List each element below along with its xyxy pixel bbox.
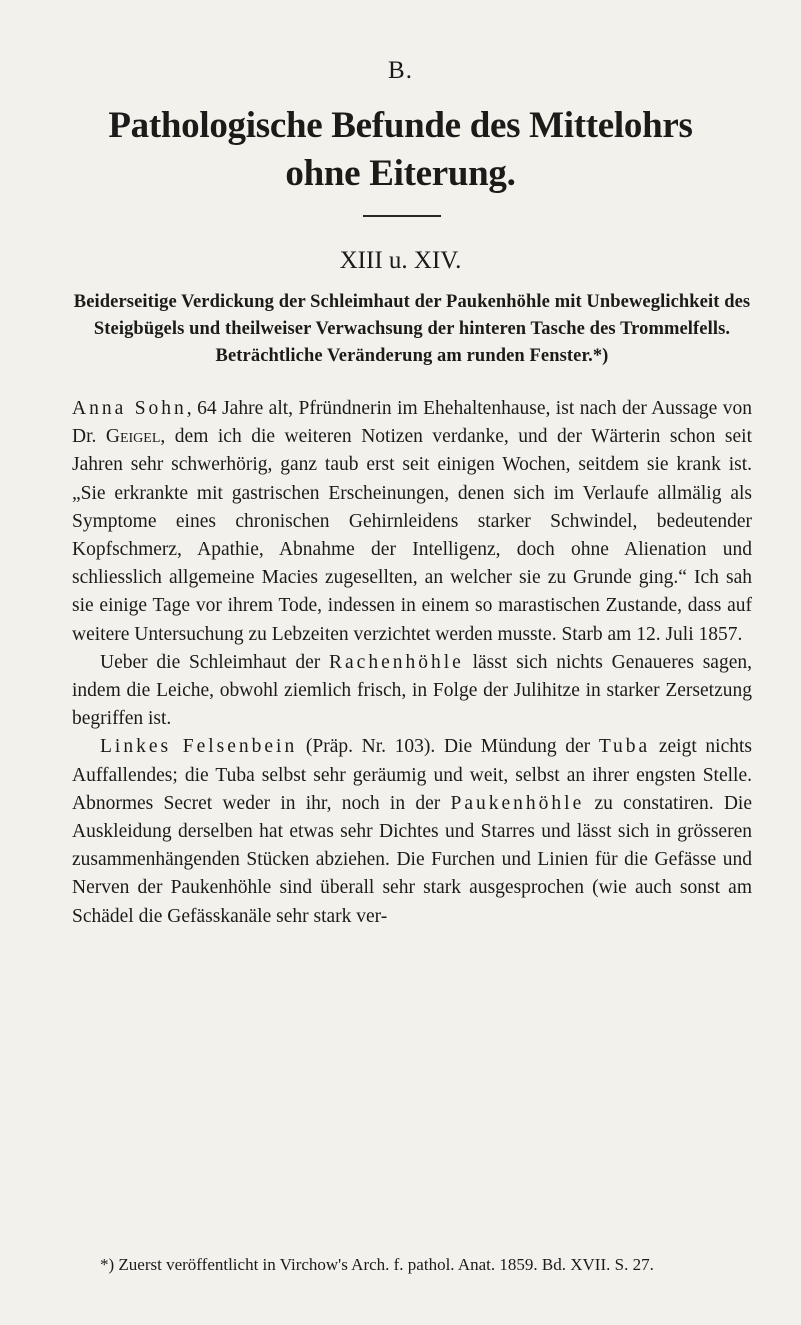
title-line-1: Pathologische Befunde des Mittelohrs [108,105,693,146]
term-rachenhoehle: Rachenhöhle [329,651,464,673]
paragraph-text: zu constatiren. Die Auskleidung derselben hat etwas sehr Dichtes und Starres und lässt sich in grösseren zusammenhängenden Stücken abziehen. Die Furchen und Linien für die Gefässe und Nerven der Paukenhöhle sind überall sehr stark ausgesprochen (wie auch sonst am Schädel die Gefässkanäle sehr stark ver- [72,792,752,927]
title-line-2: ohne Eiterung. [285,153,516,194]
term-paukenhoehle: Paukenhöhle [450,792,585,814]
paragraph-text: zeigt nichts Auffallendes; die Tuba selbst sehr geräumig und weit, selbst an ihrer engsten Stelle. Abnormes Secret weder in ihr, noch in der [72,736,752,814]
page-title [0,102,801,198]
paragraph-felsenbein [72,733,752,930]
paragraph-text: , 64 Jahre alt, Pfründnerin im Ehehaltenhause, ist nach der Aussage von Dr. [72,398,752,448]
term-linkes-felsenbein: Linkes Felsenbein [100,736,298,758]
case-heading: Beiderseitige Verdickung der Schleimhaut der Paukenhöhle mit Unbeweglichkeit des Steigbügels und theilweiser Verwachsung der hinteren Tasche des Trommelfells. Beträchtliche Veränderung am runden Fenster.*) [73,292,751,366]
patient-name: Anna Sohn [72,398,187,419]
paragraph-text: , dem ich die weiteren Notizen verdanke, und der Wärterin schon seit Jahren sehr schwerhörig, ganz taub erst seit einigen Wochen, seitdem sie krank ist. „Sie erkrankte mit gastrischen Erscheinungen, denen sich im Verlaufe allmälig als Symptome eines chronischen Gehirnleidens starker Schwindel, bedeutender Kopfschmerz, Apathie, Abnahme der Intelligenz, doch ohne Alienation und schliesslich allgemeine Macies zugesellten, an welcher sie zu Grunde ging.“ Ich sah sie einige Tage vor ihrem Tode, indessen in einem so marastischen Zustande, dass auf weitere Untersuchung zu Lebzeiten verzichtet werden musste. Starb am 12. Juli 1857. [72,426,752,645]
paragraph-text: lässt sich nichts Genaueres sagen, indem die Leiche, obwohl ziemlich frisch, in Folge der Julihitze in starker Zersetzung begriffen ist. [72,651,752,730]
paragraph-text: (Präp. Nr. 103). Die Mündung der [297,736,599,758]
footnote: *) Zuerst veröffentlicht in Virchow's Arch. f. pathol. Anat. 1859. Bd. XVII. S. 27. [100,1255,654,1274]
doctor-name: Geigel [105,426,161,448]
paragraph-patient-history [72,395,752,649]
body-text [72,395,752,931]
case-number: XIII u. XIV. [339,247,462,274]
paragraph-text: Ueber die Schleimhaut der [100,651,330,673]
term-tuba: Tuba [598,736,651,758]
title-divider [363,215,441,217]
section-letter: B. [388,57,413,84]
paragraph-rachenhoehle [72,649,752,734]
